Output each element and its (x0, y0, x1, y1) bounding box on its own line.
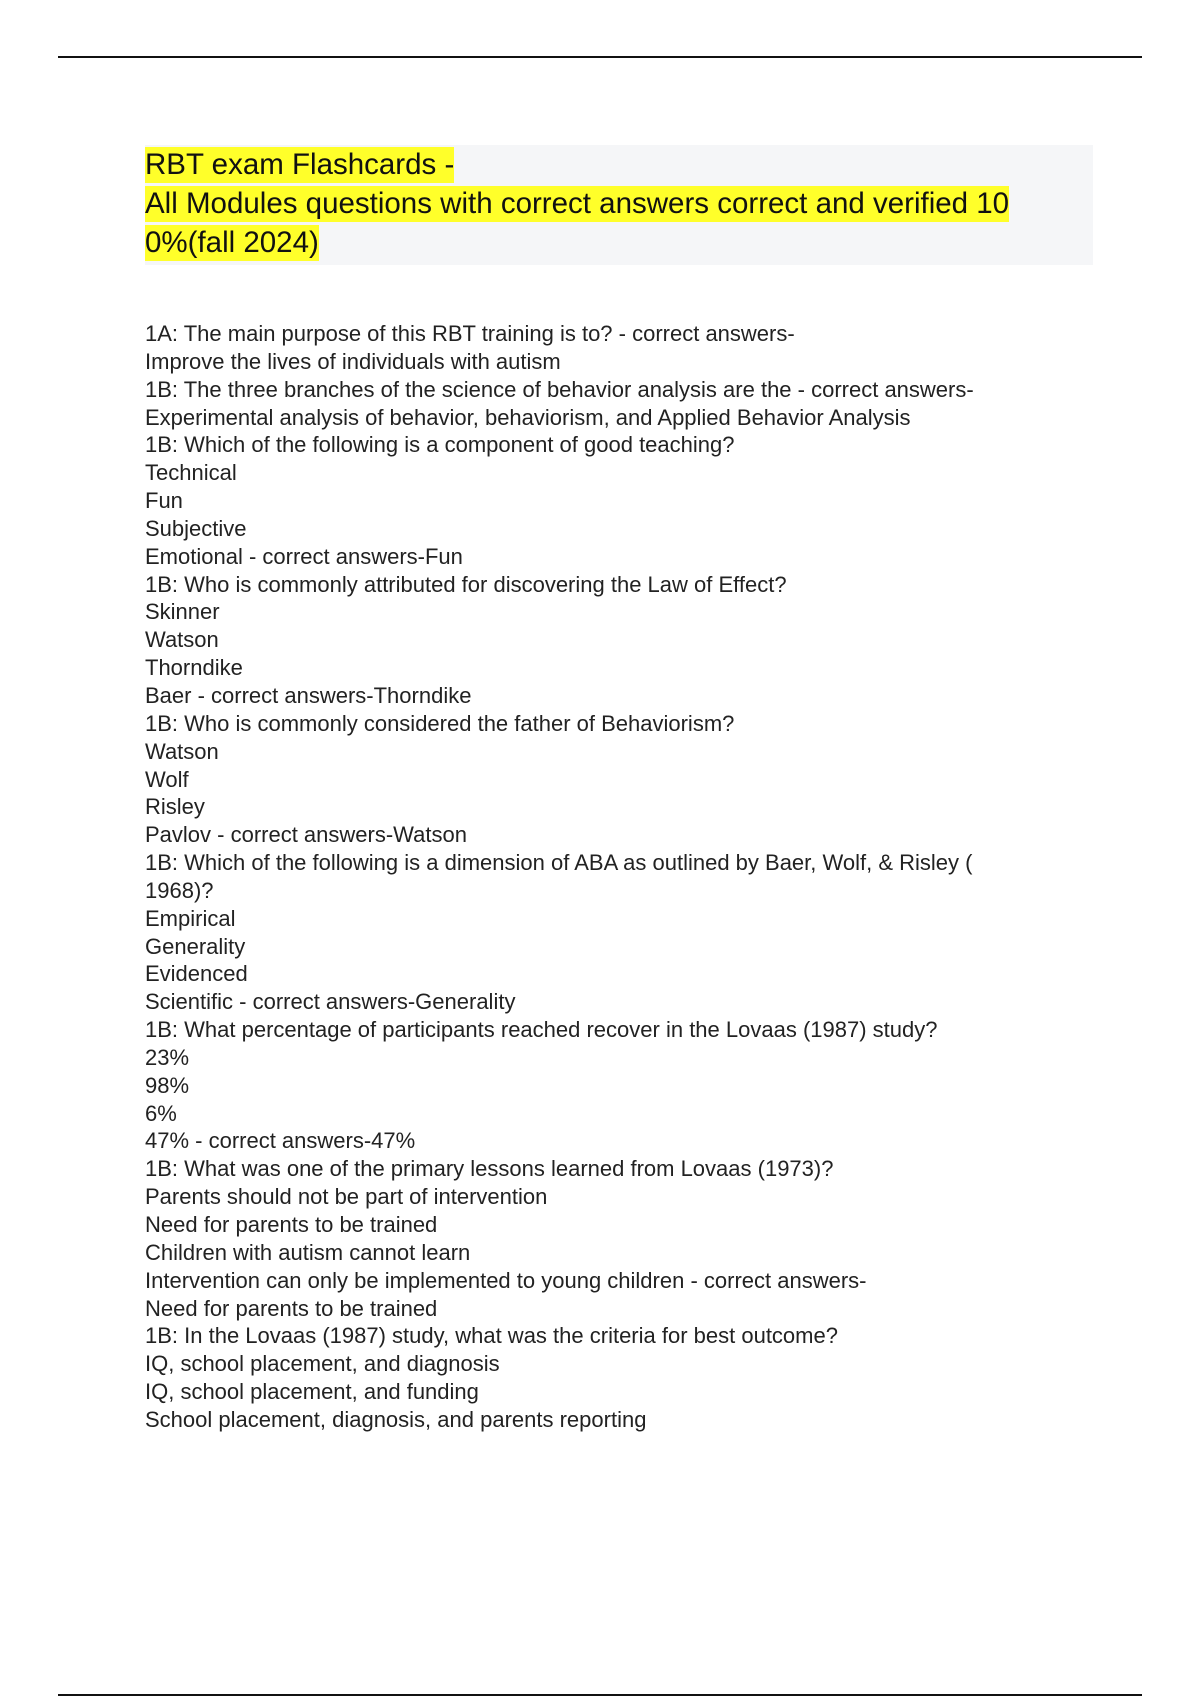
text-line: 98% (145, 1072, 190, 1098)
text-line: 6% (145, 1100, 177, 1126)
text-line: Thorndike (145, 655, 243, 681)
text-line: Empirical (145, 905, 236, 931)
title-highlight: 0%(fall 2024) (145, 226, 319, 259)
text-line: 47% - correct answers-47% (145, 1128, 416, 1154)
text-line: Children with autism cannot learn (145, 1239, 471, 1265)
text-line: 1968)? (145, 877, 214, 903)
title-highlight: RBT exam Flashcards - (145, 148, 455, 181)
text-line: Baer - correct answers-Thorndike (145, 682, 472, 708)
text-line: Watson (145, 738, 219, 764)
bottom-rule (58, 1694, 1142, 1696)
text-line: Parents should not be part of intervention (145, 1184, 548, 1210)
text-line: Intervention can only be implemented to young children - correct answers- (145, 1267, 867, 1293)
text-line: Need for parents to be trained (145, 1212, 438, 1237)
text-line: 1B: The three branches of the science of behavior analysis are the - correct answers- (145, 376, 974, 402)
text-line: 1B: What was one of the primary lessons learned from Lovaas (1973)? (145, 1156, 834, 1182)
text-line: Pavlov - correct answers-Watson (145, 822, 467, 848)
text-line: Scientific - correct answers-Generality (145, 989, 516, 1015)
text-line: Need for parents to be trained (145, 1295, 438, 1321)
text-line: IQ, school placement, and funding (145, 1379, 479, 1405)
text-line: 1A: The main purpose of this RBT training is to? - correct answers- (145, 321, 795, 346)
text-line: Experimental analysis of behavior, behaviorism, and Applied Behavior Analysis (145, 404, 911, 430)
text-line: Fun (145, 488, 183, 514)
text-line: School placement, diagnosis, and parents reporting (145, 1406, 647, 1432)
text-line: 1B: Which of the following is a component of good teaching? (145, 432, 735, 458)
title-line (145, 145, 1093, 184)
text-line: Generality (145, 933, 246, 959)
text-line: 23% (145, 1044, 190, 1070)
text-line: Skinner (145, 599, 220, 625)
text-line: 1B: In the Lovaas (1987) study, what was the criteria for best outcome? (145, 1323, 838, 1349)
text-line: Wolf (145, 766, 189, 792)
text-line: Watson (145, 627, 219, 653)
text-line: 1B: What percentage of participants reached recover in the Lovaas (1987) study? (145, 1017, 938, 1043)
text-line: Subjective (145, 515, 247, 541)
text-line: Technical (145, 460, 237, 486)
text-line: IQ, school placement, and diagnosis (145, 1351, 500, 1377)
title-line (145, 184, 1093, 223)
text-line: 1B: Who is commonly considered the father of Behaviorism? (145, 710, 735, 736)
top-rule (58, 56, 1142, 58)
flashcard-content (145, 320, 1095, 1434)
title-highlight: All Modules questions with correct answers correct and verified 10 (145, 187, 1010, 220)
text-line: 1B: Who is commonly attributed for discovering the Law of Effect? (145, 571, 787, 597)
title-line (145, 223, 1093, 262)
text-line: 1B: Which of the following is a dimension of ABA as outlined by Baer, Wolf, & Risley ( (145, 850, 973, 876)
document-title (145, 145, 1093, 265)
text-line: Evidenced (145, 961, 248, 987)
text-line: Risley (145, 794, 205, 820)
text-line: Emotional - correct answers-Fun (145, 543, 463, 569)
text-line: Improve the lives of individuals with autism (145, 348, 561, 374)
